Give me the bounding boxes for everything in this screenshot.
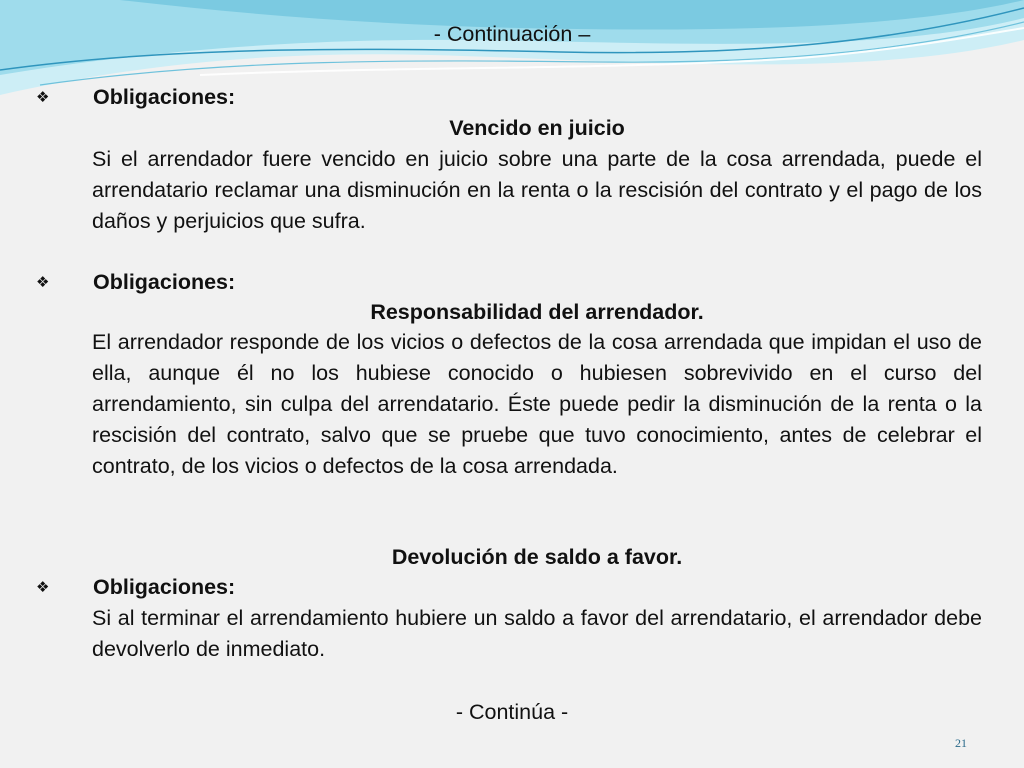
continuation-heading: - Continuación – xyxy=(433,22,591,46)
obligations-label-2: Obligaciones: xyxy=(93,270,236,294)
subheading-vencido: Vencido en juicio xyxy=(449,116,625,140)
paragraph-responsabilidad: El arrendador responde de los vicios o defectos de la cosa arrendada que impidan el uso de ella, aunque él no los hubiese conocido o hubiesen sobrevivido en el curso del arrendamiento, sin culpa del arrendatario. Éste puede pedir la disminución de la renta o la rescisión del contrato, salvo que se pruebe que tuvo conocimiento, antes de celebrar el contrato, de los vicios o defectos de la cosa arrendada. xyxy=(92,330,982,478)
obligations-label-3: Obligaciones: xyxy=(93,575,236,599)
diamond-bullet-icon: ❖ xyxy=(36,89,50,106)
paragraph-vencido: Si el arrendador fuere vencido en juicio sobre una parte de la cosa arrendada, puede el arrendatario reclamar una disminución en la renta o la rescisión del contrato y el pago de los daños y perjuicios que sufra. xyxy=(92,147,982,233)
paragraph-devolucion: Si al terminar el arrendamiento hubiere un saldo a favor del arrendatario, el arrendador debe devolverlo de inmediato. xyxy=(92,606,982,661)
subheading-devolucion: Devolución de saldo a favor. xyxy=(391,545,683,569)
subheading-responsabilidad: Responsabilidad del arrendador. xyxy=(370,300,704,324)
diamond-bullet-icon: ❖ xyxy=(36,579,50,596)
obligations-label-1: Obligaciones: xyxy=(93,85,236,109)
diamond-bullet-icon: ❖ xyxy=(36,274,50,291)
continues-footer: - Continúa - xyxy=(455,700,569,724)
page-number: 21 xyxy=(955,736,967,750)
